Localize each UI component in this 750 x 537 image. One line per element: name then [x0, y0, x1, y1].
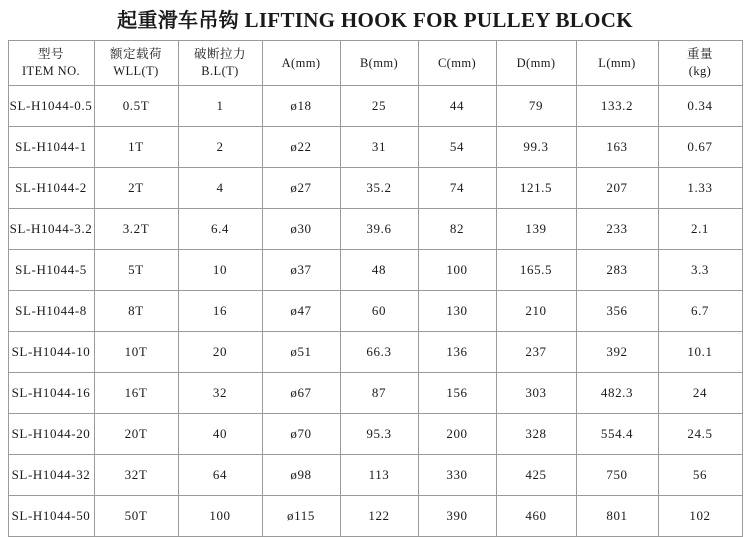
- cell-a: ø22: [262, 127, 340, 168]
- cell-weight: 0.34: [658, 86, 742, 127]
- cell-c: 44: [418, 86, 496, 127]
- column-header-item-no-en: ITEM NO.: [21, 64, 81, 79]
- cell-b: 48: [340, 250, 418, 291]
- cell-a: ø27: [262, 168, 340, 209]
- column-header-weight-cn: 重量: [686, 46, 713, 62]
- cell-b: 39.6: [340, 209, 418, 250]
- page-title-english: LIFTING HOOK FOR PULLEY BLOCK: [244, 8, 633, 32]
- cell-c: 156: [418, 373, 496, 414]
- cell-c: 330: [418, 455, 496, 496]
- cell-c: 130: [418, 291, 496, 332]
- cell-wll: 1T: [94, 127, 178, 168]
- cell-c: 200: [418, 414, 496, 455]
- cell-b: 66.3: [340, 332, 418, 373]
- cell-item-no: SL-H1044-20: [8, 414, 94, 455]
- cell-b: 95.3: [340, 414, 418, 455]
- cell-c: 100: [418, 250, 496, 291]
- column-header-a-label: A(mm): [281, 55, 321, 70]
- cell-weight: 24: [658, 373, 742, 414]
- cell-bl: 64: [178, 455, 262, 496]
- cell-b: 60: [340, 291, 418, 332]
- table-row: [8, 291, 742, 332]
- cell-item-no: SL-H1044-2: [8, 168, 94, 209]
- cell-b: 113: [340, 455, 418, 496]
- cell-bl: 100: [178, 496, 262, 537]
- cell-d: 328: [496, 414, 576, 455]
- table-header: [8, 41, 742, 86]
- cell-a: ø18: [262, 86, 340, 127]
- cell-l: 554.4: [576, 414, 658, 455]
- cell-bl: 32: [178, 373, 262, 414]
- column-header-l: [576, 41, 658, 86]
- cell-item-no: SL-H1044-0.5: [8, 86, 94, 127]
- page-title-chinese: 起重滑车吊钩: [117, 8, 239, 32]
- cell-l: 233: [576, 209, 658, 250]
- cell-weight: 1.33: [658, 168, 742, 209]
- cell-d: 139: [496, 209, 576, 250]
- column-header-item-no: [8, 41, 94, 86]
- cell-bl: 10: [178, 250, 262, 291]
- cell-l: 801: [576, 496, 658, 537]
- column-header-a: [262, 41, 340, 86]
- cell-d: 425: [496, 455, 576, 496]
- column-header-wll-en: WLL(T): [113, 64, 159, 79]
- page-title: [0, 0, 750, 40]
- cell-bl: 2: [178, 127, 262, 168]
- specification-table: [8, 40, 743, 537]
- cell-a: ø98: [262, 455, 340, 496]
- cell-a: ø51: [262, 332, 340, 373]
- cell-a: ø30: [262, 209, 340, 250]
- cell-d: 121.5: [496, 168, 576, 209]
- column-header-d: [496, 41, 576, 86]
- cell-bl: 4: [178, 168, 262, 209]
- cell-d: 237: [496, 332, 576, 373]
- cell-l: 207: [576, 168, 658, 209]
- column-header-l-label: L(mm): [598, 55, 636, 70]
- cell-item-no: SL-H1044-8: [8, 291, 94, 332]
- cell-c: 54: [418, 127, 496, 168]
- cell-wll: 32T: [94, 455, 178, 496]
- cell-a: ø47: [262, 291, 340, 332]
- cell-c: 82: [418, 209, 496, 250]
- cell-item-no: SL-H1044-1: [8, 127, 94, 168]
- cell-d: 460: [496, 496, 576, 537]
- column-header-weight: [658, 41, 742, 86]
- cell-l: 750: [576, 455, 658, 496]
- cell-a: ø67: [262, 373, 340, 414]
- cell-item-no: SL-H1044-5: [8, 250, 94, 291]
- column-header-item-no-cn: 型号: [37, 46, 64, 62]
- cell-l: 392: [576, 332, 658, 373]
- column-header-d-label: D(mm): [516, 55, 556, 70]
- cell-d: 165.5: [496, 250, 576, 291]
- cell-item-no: SL-H1044-16: [8, 373, 94, 414]
- cell-wll: 2T: [94, 168, 178, 209]
- table-row: [8, 250, 742, 291]
- cell-a: ø115: [262, 496, 340, 537]
- table-row: [8, 332, 742, 373]
- cell-b: 31: [340, 127, 418, 168]
- column-header-b-label: B(mm): [359, 55, 399, 70]
- cell-c: 390: [418, 496, 496, 537]
- table-row: [8, 86, 742, 127]
- cell-b: 122: [340, 496, 418, 537]
- cell-item-no: SL-H1044-10: [8, 332, 94, 373]
- cell-wll: 8T: [94, 291, 178, 332]
- cell-b: 35.2: [340, 168, 418, 209]
- cell-d: 210: [496, 291, 576, 332]
- cell-wll: 10T: [94, 332, 178, 373]
- cell-weight: 6.7: [658, 291, 742, 332]
- cell-weight: 56: [658, 455, 742, 496]
- column-header-wll-cn: 额定载荷: [109, 46, 162, 62]
- column-header-b: [340, 41, 418, 86]
- column-header-bl-en: B.L(T): [201, 64, 239, 79]
- cell-wll: 50T: [94, 496, 178, 537]
- cell-d: 99.3: [496, 127, 576, 168]
- cell-bl: 40: [178, 414, 262, 455]
- column-header-bl-cn: 破断拉力: [193, 46, 246, 62]
- column-header-c-label: C(mm): [437, 55, 477, 70]
- cell-c: 74: [418, 168, 496, 209]
- table-row: [8, 127, 742, 168]
- cell-bl: 20: [178, 332, 262, 373]
- table-row: [8, 168, 742, 209]
- cell-item-no: SL-H1044-32: [8, 455, 94, 496]
- cell-l: 482.3: [576, 373, 658, 414]
- cell-weight: 102: [658, 496, 742, 537]
- table-row: [8, 373, 742, 414]
- cell-weight: 24.5: [658, 414, 742, 455]
- column-header-weight-en: (kg): [688, 64, 712, 79]
- cell-b: 87: [340, 373, 418, 414]
- cell-bl: 1: [178, 86, 262, 127]
- cell-weight: 3.3: [658, 250, 742, 291]
- cell-weight: 2.1: [658, 209, 742, 250]
- table-row: [8, 496, 742, 537]
- cell-c: 136: [418, 332, 496, 373]
- cell-weight: 0.67: [658, 127, 742, 168]
- cell-wll: 3.2T: [94, 209, 178, 250]
- table-body: [8, 86, 742, 537]
- cell-a: ø70: [262, 414, 340, 455]
- table-row: [8, 455, 742, 496]
- column-header-bl: [178, 41, 262, 86]
- cell-d: 303: [496, 373, 576, 414]
- cell-b: 25: [340, 86, 418, 127]
- cell-l: 163: [576, 127, 658, 168]
- header-row: [8, 41, 742, 86]
- table-row: [8, 209, 742, 250]
- cell-item-no: SL-H1044-50: [8, 496, 94, 537]
- cell-d: 79: [496, 86, 576, 127]
- cell-wll: 5T: [94, 250, 178, 291]
- cell-a: ø37: [262, 250, 340, 291]
- cell-wll: 0.5T: [94, 86, 178, 127]
- cell-weight: 10.1: [658, 332, 742, 373]
- cell-item-no: SL-H1044-3.2: [8, 209, 94, 250]
- table-row: [8, 414, 742, 455]
- cell-l: 356: [576, 291, 658, 332]
- cell-l: 283: [576, 250, 658, 291]
- cell-bl: 16: [178, 291, 262, 332]
- column-header-c: [418, 41, 496, 86]
- cell-wll: 20T: [94, 414, 178, 455]
- cell-wll: 16T: [94, 373, 178, 414]
- cell-bl: 6.4: [178, 209, 262, 250]
- column-header-wll: [94, 41, 178, 86]
- cell-l: 133.2: [576, 86, 658, 127]
